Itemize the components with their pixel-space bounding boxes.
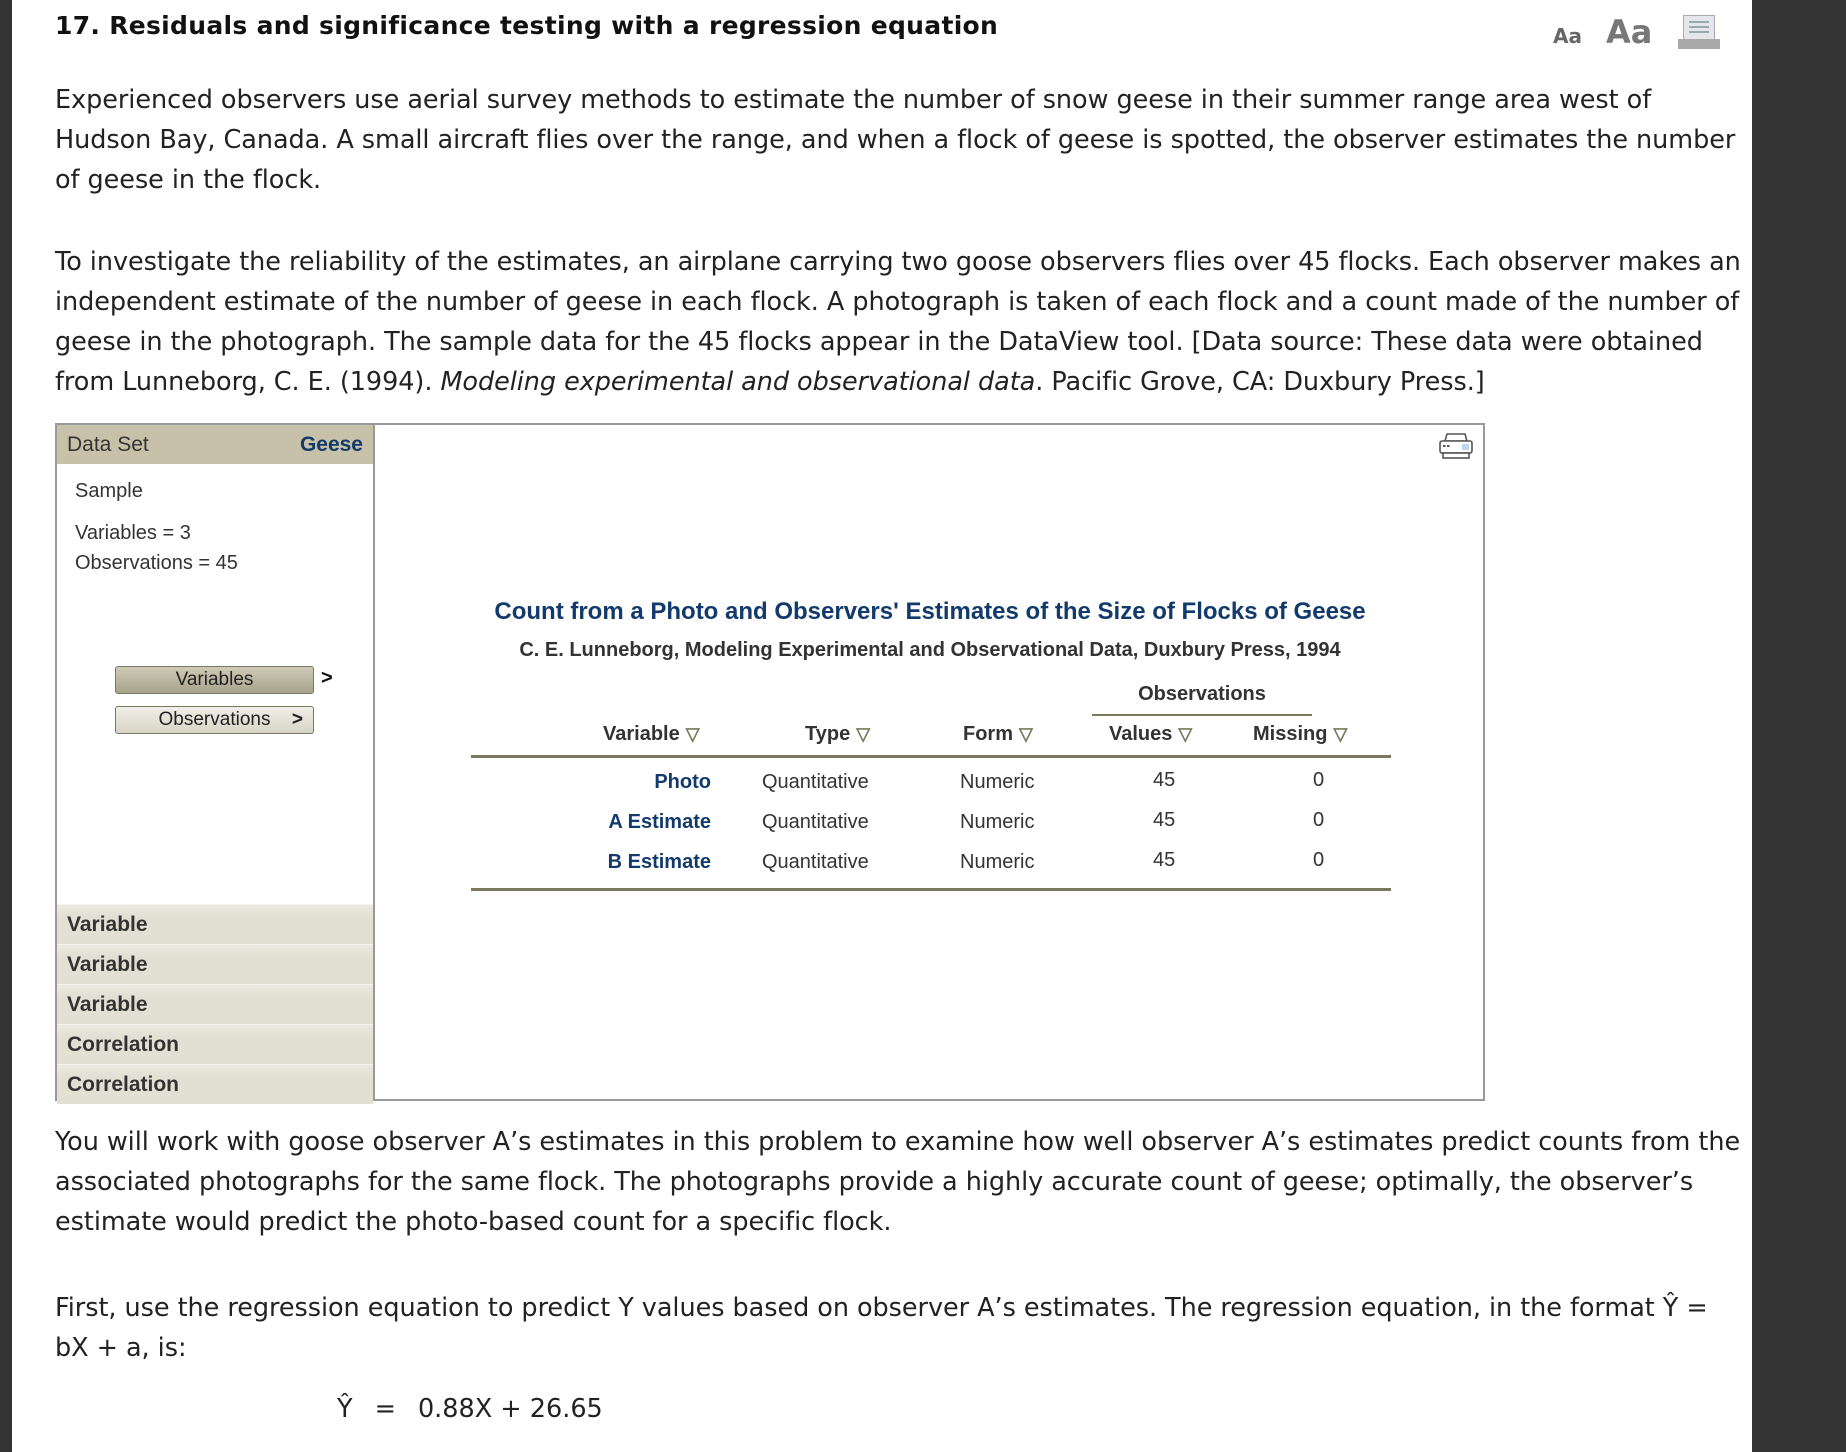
equation-lhs: Ŷ [337,1394,353,1424]
row-values: 45 [1153,769,1176,791]
question-title: 17. Residuals and significance testing with a regression equation [55,11,999,40]
table-header-rule [471,755,1391,758]
study-text: To investigate the reliability of the estimates, an airplane carrying two goose observers flies over 45 flocks. Each observer makes an independent estimate of the number of geese in each flock. A photograph is taken of each flock and a count made of the number of geese in the photograph. The sample data for the 45 flocks appear in the DataView tool. [Data source: These data were obtained from Lunneborg, C. E. (1994). [55,247,1741,397]
row-type: Quantitative [762,851,869,873]
row-type: Quantitative [762,811,869,833]
table-footer-rule [471,888,1391,891]
sort-triangle-icon: ▽ [1019,724,1033,744]
row-variable-b-estimate[interactable]: B Estimate [607,851,711,873]
row-missing: 0 [1313,849,1325,871]
row-variable-photo[interactable]: Photo [654,771,711,793]
side-tab-variable-1[interactable]: Variable [57,904,373,944]
column-header-form[interactable]: Form ▽ [963,723,1033,745]
variables-button[interactable] [115,666,314,694]
dataset-label: Data Set [67,432,149,456]
table-subtitle: C. E. Lunneborg, Modeling Experimental and Observational Data, Duxbury Press, 1994 [519,639,1341,661]
column-header-variable[interactable]: Variable ▽ [603,723,700,745]
side-tab-variable-3[interactable]: Variable [57,984,373,1024]
study-text-end: . Pacific Grove, CA: Duxbury Press.] [1035,367,1485,397]
dataset-info [57,464,373,578]
equation-equals: = [374,1394,396,1424]
variables-button-label: Variables [175,669,254,690]
right-scroll-area [1752,0,1846,1452]
variables-arrow-icon: > [321,667,333,689]
row-form: Numeric [960,771,1035,793]
increase-font-button[interactable]: Aa [1605,13,1653,51]
row-values: 45 [1153,809,1176,831]
decrease-font-button[interactable]: Aa [1553,24,1582,48]
variables-count: Variables = 3 [75,522,191,544]
row-type: Quantitative [762,771,869,793]
observations-button-label: Observations [158,709,271,730]
print-icon[interactable] [1678,15,1720,49]
row-missing: 0 [1313,769,1325,791]
sort-triangle-icon: ▽ [1178,724,1193,744]
side-tabs [57,904,373,1104]
dataset-header [57,425,373,464]
column-header-values[interactable]: Values ▽ [1109,723,1193,745]
sort-triangle-icon: ▽ [685,724,700,744]
printer-icon[interactable] [1438,432,1474,460]
equation-rhs: 0.88X + 26.65 [417,1394,603,1424]
observations-button[interactable] [115,706,314,734]
study-paragraph [55,242,1745,402]
sample-label: Sample [75,480,143,502]
task-paragraph: You will work with goose observer A’s estimates in this problem to examine how well observer A’s estimates predict counts from the associated photographs for the same flock. The photographs provide a highly accurate count of geese; optimally, the observer’s estimate would predict the photo-based count for a specific flock. [55,1127,1741,1237]
row-variable-a-estimate[interactable]: A Estimate [608,811,711,833]
row-missing: 0 [1313,809,1325,831]
dataview-tool [55,423,1485,1101]
dataview-sidebar [57,425,375,1099]
row-form: Numeric [960,851,1035,873]
sort-triangle-icon: ▽ [1333,724,1348,744]
column-header-type[interactable]: Type ▽ [805,723,871,745]
book-title: Modeling experimental and observational data [440,367,1036,397]
left-window-edge [0,0,12,1452]
side-tab-correlation-1[interactable]: Correlation [57,1024,373,1064]
sort-triangle-icon: ▽ [856,724,871,744]
column-header-missing[interactable]: Missing ▽ [1253,723,1348,745]
observations-count: Observations = 45 [75,552,238,574]
row-values: 45 [1153,849,1176,871]
intro-paragraph: Experienced observers use aerial survey methods to estimate the number of snow geese in their summer range area west of Hudson Bay, Canada. A small aircraft flies over the range, and when a flock of geese is spotted, the observer estimates the number of geese in the flock. [55,85,1736,195]
instruction-paragraph: First, use the regression equation to predict Y values based on observer A’s estimates. The regression equation, in the format Ŷ = bX + a, is: [55,1293,1708,1363]
table-title: Count from a Photo and Observers' Estimates of the Size of Flocks of Geese [494,598,1366,625]
regression-equation [337,1394,603,1424]
observations-arrow-icon: > [291,709,303,730]
dataset-name[interactable]: Geese [299,432,363,456]
side-tab-correlation-2[interactable]: Correlation [57,1064,373,1104]
row-form: Numeric [960,811,1035,833]
title-toolbar [1553,8,1720,56]
side-tab-variable-2[interactable]: Variable [57,944,373,984]
observations-group-header: Observations [1092,683,1312,716]
